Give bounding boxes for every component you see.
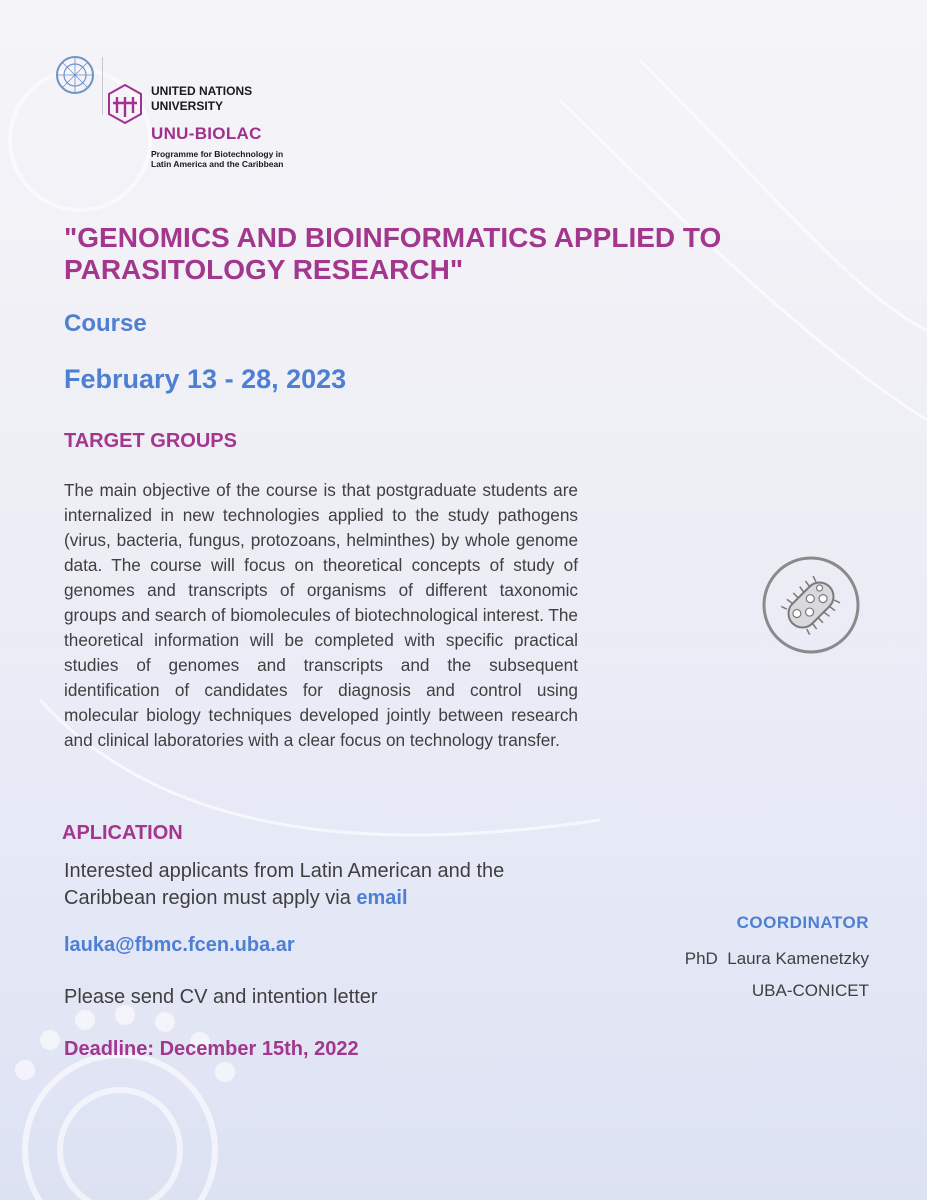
programme-full-name: Programme for Biotechnology in Latin America and the Caribbean [151,149,284,169]
send-cv-text: Please send CV and intention letter [64,986,378,1008]
target-groups-body: The main objective of the course is that postgraduate students are internalized in new technologies applied to the study pathogens (virus, bacteria, fungus, protozoans, helminthes) by whole genome data. The course will focus on theoretical concepts of study of genomes and transcripts of organisms of different taxonomic groups and search of biomolecules of biotechnological interest. The theoretical information will be completed with specific practical studies of genomes and transcripts and the subsequent identification of candidates for diagnosis and control using molecular biology techniques developed jointly between research and clinical laboratories with a clear focus on technology transfer. [64,480,578,750]
logo-divider [102,57,103,115]
coordinator-heading: COORDINATOR [736,913,869,932]
target-groups-heading: TARGET GROUPS [64,430,237,452]
organization-name: UNITED NATIONS UNIVERSITY [151,84,253,113]
un-emblem-icon [55,55,95,95]
bacterium-icon [761,555,861,655]
course-dates: February 13 - 28, 2023 [64,364,347,394]
programme-acronym: UNU-BIOLAC [151,124,262,143]
course-type: Course [64,310,147,337]
deadline: Deadline: December 15th, 2022 [64,1038,359,1060]
application-heading: APLICATION [62,822,183,844]
application-instructions: Interested applicants from Latin American and the Caribbean region must apply via [64,860,505,909]
application-text [64,858,584,912]
coordinator-name: PhD Laura Kamenetzky [684,949,869,968]
coordinator-affiliation: UBA-CONICET [751,981,869,1000]
unu-logo-icon [107,83,143,125]
header [55,55,315,175]
course-title: "GENOMICS AND BIOINFORMATICS APPLIED TO PARASITOLOGY RESEARCH" [64,222,722,285]
email-link[interactable]: email [356,887,408,909]
email-address[interactable]: lauka@fbmc.fcen.uba.ar [64,934,295,956]
